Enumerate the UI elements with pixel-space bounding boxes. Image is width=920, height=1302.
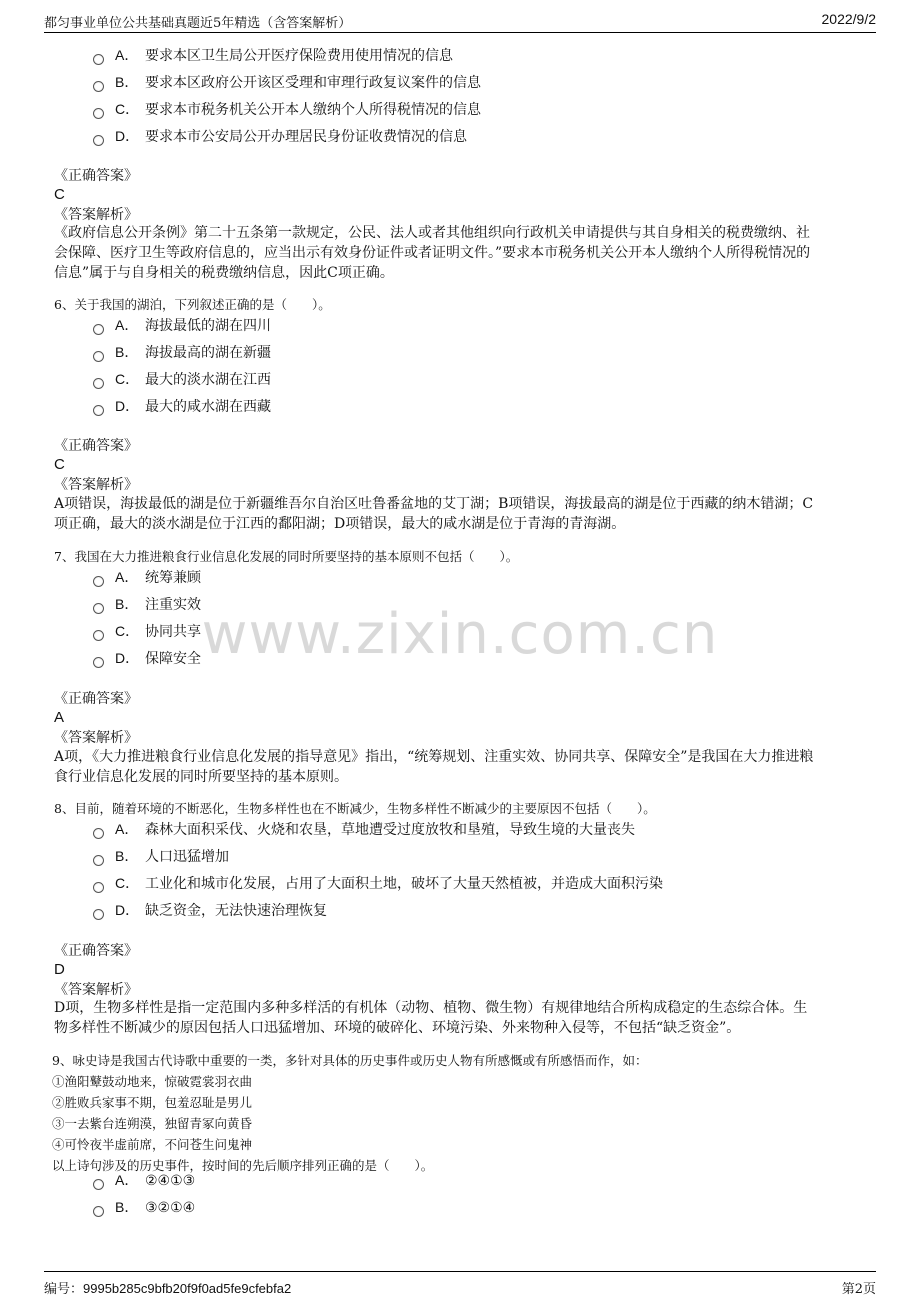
q9-option-a[interactable]: A． ②④①③ — [93, 1169, 195, 1191]
radio-icon[interactable] — [93, 1206, 104, 1217]
radio-icon[interactable] — [93, 81, 104, 92]
q5-option-a[interactable]: A． 要求本区卫生局公开医疗保险费用使用情况的信息 — [93, 44, 453, 66]
q5-analysis: 《政府信息公开条例》第二十五条第一款规定，公民、法人或者其他组织向行政机关申请提供与其自身相关的税费缴纳、社 会保障、医疗卫生等政府信息的，应当出示有效身份证件或者证明文件。”要求本市税务机关公开本人缴纳个人所得税情况的 信息”属于与自身相关的税费缴纳信息，因此C项正确。 — [54, 225, 811, 281]
q8-analysis: D项，生物多样性是指一定范围内多种多样活的有机体（动物、植物、微生物）有规律地结合所构成稳定的生态综合体。生 物多样性不断减少的原因包括人口迅猛增加、环境的破碎化、环境污染、外来物种入侵等，不包括“缺乏资金”。 — [54, 1000, 808, 1036]
page-header — [44, 10, 876, 33]
q7-option-b[interactable]: B． 注重实效 — [93, 593, 201, 615]
q6-option-d[interactable]: D． 最大的咸水湖在西藏 — [93, 395, 271, 417]
radio-icon[interactable] — [93, 855, 104, 866]
radio-icon[interactable] — [93, 108, 104, 119]
radio-icon[interactable] — [93, 576, 104, 587]
document-code: 编号：9995b285c9bfb20f9f0ad5fe9cfebfa2 — [44, 1281, 292, 1297]
watermark: www.zixin.com.cn — [201, 602, 719, 667]
q8-question: 8、目前，随着环境的不断恶化，生物多样性也在不断减少，生物多样性不断减少的主要原因不包括（ ）。 — [54, 801, 656, 816]
radio-icon[interactable] — [93, 351, 104, 362]
q8-option-b[interactable]: B． 人口迅猛增加 — [93, 845, 229, 867]
radio-icon[interactable] — [93, 657, 104, 668]
q6-answer: C — [54, 456, 65, 473]
q6-analysis-label: 《答案解析》 — [54, 477, 138, 493]
q8-option-a[interactable]: A． 森林大面积采伐、火烧和农垦，草地遭受过度放牧和垦殖，导致生境的大量丧失 — [93, 818, 635, 840]
radio-icon[interactable] — [93, 54, 104, 65]
q8-analysis-label: 《答案解析》 — [54, 982, 138, 998]
q7-question: 7、我国在大力推进粮食行业信息化发展的同时所要坚持的基本原则不包括（ ）。 — [54, 549, 519, 564]
q5-option-d[interactable]: D． 要求本市公安局公开办理居民身份证收费情况的信息 — [93, 125, 467, 147]
q7-analysis-label: 《答案解析》 — [54, 730, 138, 746]
radio-icon[interactable] — [93, 909, 104, 920]
document-date: 2022/9/2 — [821, 11, 876, 27]
q7-option-a[interactable]: A． 统筹兼顾 — [93, 566, 201, 588]
q6-question: 6、关于我国的湖泊，下列叙述正确的是（ ）。 — [54, 297, 331, 312]
page-number: 第2页 — [841, 1282, 876, 1297]
radio-icon[interactable] — [93, 1179, 104, 1190]
q7-analysis: A项，《大力推进粮食行业信息化发展的指导意见》指出，“统筹规划、注重实效、协同共享、保障安全”是我国在大力推进粮 食行业信息化发展的同时所要坚持的基本原则。 — [54, 749, 814, 785]
q8-option-c[interactable]: C． 工业化和城市化发展，占用了大面积土地，破坏了大量天然植被，并造成大面积污染 — [93, 872, 663, 894]
q6-option-b[interactable]: B． 海拔最高的湖在新疆 — [93, 341, 271, 363]
q6-analysis: A项错误，海拔最低的湖是位于新疆维吾尔自治区吐鲁番盆地的艾丁湖；B项错误，海拔最高的湖是位于西藏的纳木错湖；C 项正确，最大的淡水湖是位于江西的鄱阳湖；D项错误，最大的咸水湖是位于青海的青海湖。 — [54, 496, 814, 532]
q7-correct-answer-label: 《正确答案》 — [54, 691, 138, 707]
radio-icon[interactable] — [93, 882, 104, 893]
q6-option-c[interactable]: C． 最大的淡水湖在江西 — [93, 368, 271, 390]
q8-correct-answer-label: 《正确答案》 — [54, 943, 138, 959]
q6-option-a[interactable]: A． 海拔最低的湖在四川 — [93, 314, 271, 336]
radio-icon[interactable] — [93, 378, 104, 389]
q5-analysis-label: 《答案解析》 — [54, 207, 138, 223]
q7-option-d[interactable]: D． 保障安全 — [93, 647, 201, 669]
q5-correct-answer-label: 《正确答案》 — [54, 168, 138, 184]
q7-answer: A — [54, 709, 65, 726]
q5-option-b[interactable]: B． 要求本区政府公开该区受理和审理行政复议案件的信息 — [93, 71, 481, 93]
q8-answer: D — [54, 961, 65, 978]
q9-question: 9、咏史诗是我国古代诗歌中重要的一类，多针对具体的历史事件或历史人物有所感慨或有所感悟而作，如： ①渔阳鼙鼓动地来，惊破霓裳羽衣曲 ②胜败兵家事不期，包羞忍耻是男儿 ③一去紫台连朔漠，独留青冢向黄昏 ④可怜夜半虚前席，不问苍生问鬼神 以上诗句涉及的历史事件，按时间的先后顺序排列正确的是（ ）。 — [52, 1053, 648, 1173]
q7-option-c[interactable]: C． 协同共享 — [93, 620, 201, 642]
q5-answer: C — [54, 186, 65, 203]
radio-icon[interactable] — [93, 603, 104, 614]
q5-option-c[interactable]: C． 要求本市税务机关公开本人缴纳个人所得税情况的信息 — [93, 98, 481, 120]
q6-correct-answer-label: 《正确答案》 — [54, 438, 138, 454]
radio-icon[interactable] — [93, 405, 104, 416]
q9-option-b[interactable]: B． ③②①④ — [93, 1196, 195, 1218]
radio-icon[interactable] — [93, 324, 104, 335]
q8-option-d[interactable]: D． 缺乏资金，无法快速治理恢复 — [93, 899, 327, 921]
radio-icon[interactable] — [93, 828, 104, 839]
page-footer — [44, 1271, 876, 1296]
document-title: 都匀事业单位公共基础真题近5年精选（含答案解析） — [44, 16, 352, 31]
radio-icon[interactable] — [93, 630, 104, 641]
radio-icon[interactable] — [93, 135, 104, 146]
